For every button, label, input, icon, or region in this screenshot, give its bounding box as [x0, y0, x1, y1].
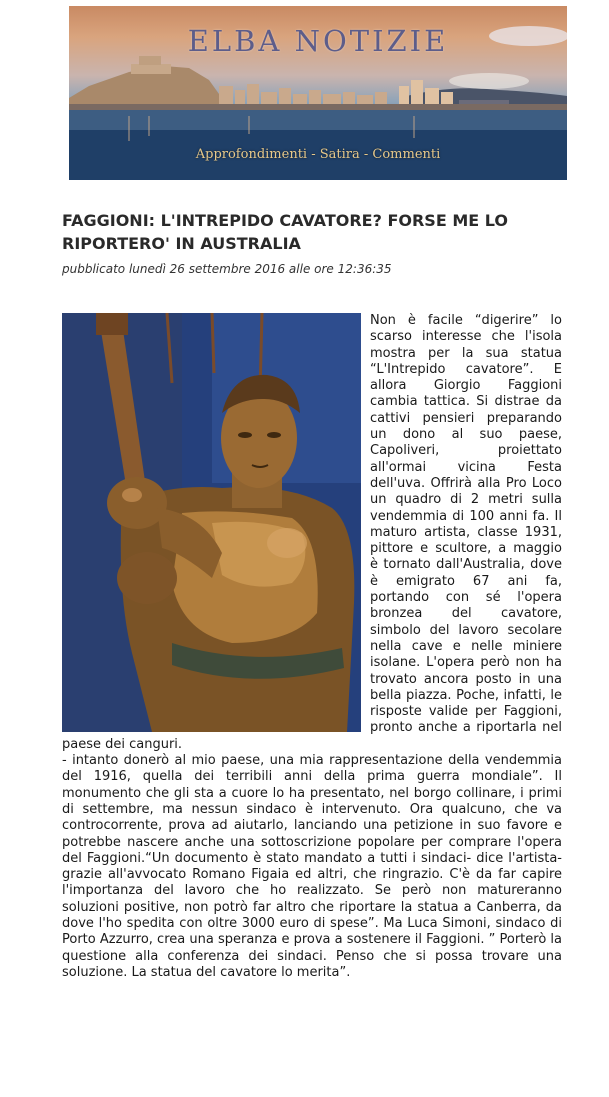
statue-image	[62, 313, 361, 732]
article-body	[62, 313, 562, 981]
article-paragraph-2: - intanto donerò al mio paese, una mia rappresentazione della vendemmia del 1916, quella dei terribili anni della prima guerra mondiale”. Il monumento che gli sta a cuore lo ha presentato, nel borgo collinare, i primi di settembre, ma nessun sindaco è intervenuto. Ora qualcuno, che va controcorrente, prova ad aiutarlo, lanciando una petizione in suo favore e potrebbe nascere anche una sottoscrizione popolare per comprare l'opera del Faggioni.“Un documento è stato mandato a tutti i sindaci- dice l'artista- grazie all'avvocato Romano Figaia ed altri, che ringrazio. C'è da far capire l'importanza del lavoro che ho realizzato. Se però non matureranno soluzioni positive, non potrò far altro che riportare la statua a Canberra, da dove l'ho spedita con oltre 3000 euro di spese”. Ma Luca Simoni, sindaco di Porto Azzurro, crea una speranza e prova a sostenere il Faggioni. ” Porterò la questione alla conferenza dei sindaci. Penso che si possa trovare una soluzione. La statua del cavatore lo merita”.	[62, 753, 562, 980]
article-paragraph-1: Non è facile “digerire” lo scarso interesse che l'isola mostra per la sua statua “L'Intrepido cavatore”. E allora Giorgio Faggioni cambia tattica. Si distrae da cattivi pensieri preparando un dono al suo paese, Capoliveri, proiettato all'ormai vicina Festa dell'uva. Offrirà alla Pro Loco un quadro di 2 metri sulla vendemmia di 100 anni fa. Il maturo artista, classe 1931, pittore e scultore, a maggio è tornato dall'Australia, dove è emigrato 67 ani fa, portando con sé l'opera bronzea del cavatore, simbolo del lavoro secolare nella cave e nelle miniere isolane. L'opera però non ha trovato ancora posto in una bella piazza. Poche, infatti, le risposte valide per Faggioni, pronto anche a riportarla nel paese dei canguri.	[62, 313, 562, 752]
header-banner[interactable]	[69, 6, 567, 180]
statue-photo[interactable]	[62, 313, 361, 732]
article-title: FAGGIONI: L'INTREPIDO CAVATORE? FORSE ME LO RIPORTERO' IN AUSTRALIA	[62, 211, 508, 253]
site-tagline: Approfondimenti - Satira - Commenti	[195, 147, 441, 162]
site-title: ELBA NOTIZIE	[187, 24, 449, 58]
publish-date: pubblicato lunedì 26 settembre 2016 alle ore 12:36:35	[62, 262, 392, 276]
